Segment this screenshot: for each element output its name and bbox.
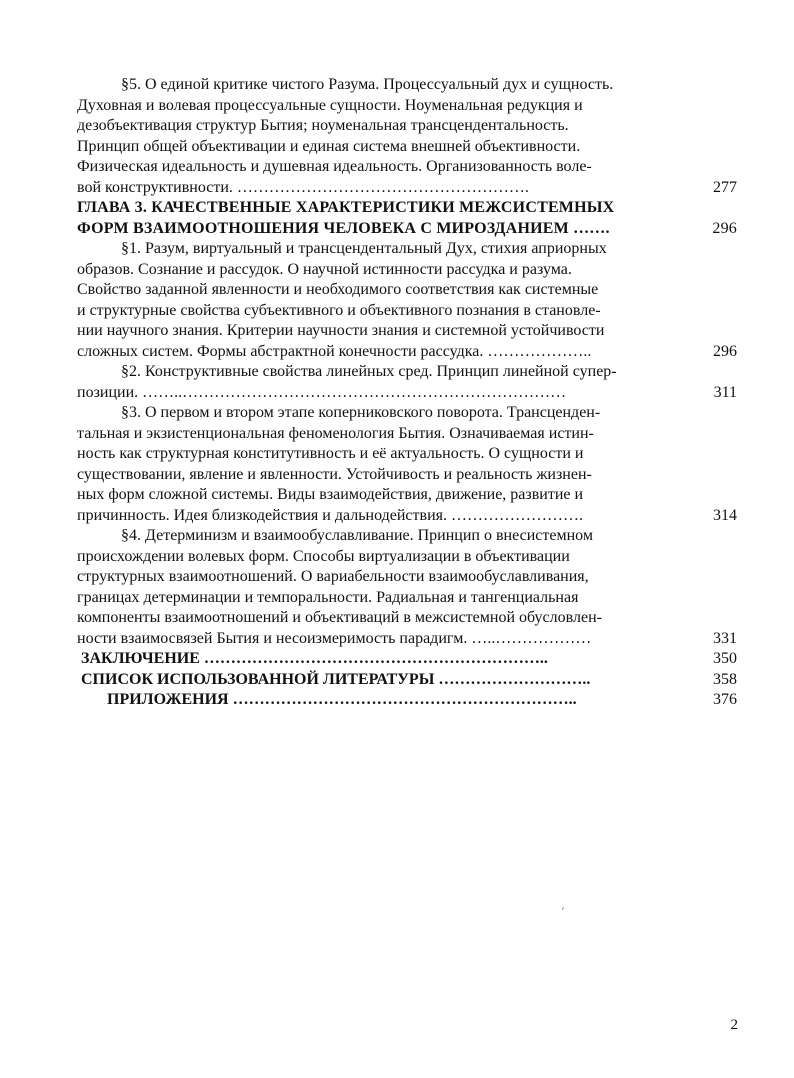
toc-line: [77, 547, 737, 568]
toc-line: [77, 321, 737, 342]
chapter-title: ФОРМ ВЗАИМООТНОШЕНИЯ ЧЕЛОВЕКА С МИРОЗДАНИЕМ …….: [77, 219, 610, 237]
page-number: 2: [730, 1017, 738, 1033]
toc-text: позиции. ……..………………………………………………………………: [77, 383, 567, 401]
toc-line: [77, 465, 737, 486]
toc-line: [77, 444, 737, 465]
table-of-contents: [77, 75, 737, 711]
toc-text: образов. Сознание и рассудок. О научной истинности рассудка и разума.: [77, 260, 572, 278]
toc-entry-section3[interactable]: [77, 506, 737, 527]
toc-line: [77, 96, 737, 117]
toc-line: [77, 260, 737, 281]
toc-text: §4. Детерминизм и взаимообуславливание. Принцип о внесистемном: [121, 527, 593, 544]
toc-text: сложных систем. Формы абстрактной конечности рассудка. ………………..: [77, 342, 592, 360]
toc-text: Свойство заданной явленности и необходимого соответствия как системные: [77, 281, 599, 298]
toc-text: §1. Разум, виртуальный и трансцендентальный Дух, стихия априорных: [121, 240, 607, 257]
toc-line: [77, 75, 737, 96]
toc-line: [77, 403, 737, 424]
chapter-title: ГЛАВА 3. КАЧЕСТВЕННЫЕ ХАРАКТЕРИСТИКИ МЕЖСИСТЕМНЫХ: [77, 199, 615, 216]
page-reference: 314: [713, 506, 737, 524]
toc-line: [77, 526, 737, 547]
page-reference: 296: [713, 342, 737, 360]
toc-line: [77, 424, 737, 445]
page-reference: 331: [713, 629, 737, 647]
toc-entry-section4[interactable]: [77, 629, 737, 650]
toc-text: и структурные свойства субъективного и объективного познания в становле-: [77, 301, 601, 319]
toc-text: компоненты взаимоотношений и объективаций в межсистемной обусловлен-: [77, 609, 602, 626]
toc-entry-appendices[interactable]: [77, 690, 737, 711]
toc-entry-conclusion[interactable]: [77, 649, 737, 670]
toc-line: [77, 157, 737, 178]
toc-text: ПРИЛОЖЕНИЯ ………………………………………………………..: [107, 691, 577, 708]
toc-text: структурных взаимоотношений. О вариабельности взаимообуславливания,: [77, 568, 589, 585]
toc-text: нии научного знания. Критерии научности знания и системной устойчивости: [77, 322, 605, 339]
toc-text: Принцип общей объективации и единая система внешней объективности.: [77, 137, 581, 155]
toc-line: [77, 608, 737, 629]
toc-text: ность как структурная конститутивность и её актуальность. О сущности и: [77, 445, 584, 462]
toc-text: §5. О единой критике чистого Разума. Процессуальный дух и сущность.: [121, 76, 614, 93]
chapter-heading: [77, 198, 737, 219]
toc-line: [77, 280, 737, 301]
toc-text: границах детерминации и темпоральности. Радиальная и тангенциальная: [77, 588, 579, 606]
toc-line: [77, 485, 737, 506]
toc-line: [77, 116, 737, 137]
page-reference: 311: [713, 383, 737, 401]
toc-text: СПИСОК ИСПОЛЬЗОВАННОЙ ЛИТЕРАТУРЫ ………………………..: [81, 670, 591, 688]
toc-text: тальная и экзистенциональная феноменология Бытия. Означиваемая истин-: [77, 424, 594, 442]
stray-mark: ˊ: [560, 905, 570, 919]
page-reference: 296: [712, 219, 737, 237]
toc-line: [77, 239, 737, 260]
toc-line: [77, 588, 737, 609]
toc-entry-bibliography[interactable]: [77, 670, 737, 691]
toc-text: вой конструктивности. ……………………………………………….: [77, 178, 529, 196]
page-reference: 350: [713, 650, 737, 667]
toc-entry-section2[interactable]: [77, 383, 737, 404]
toc-text: существовании, явление и явленности. Устойчивость и реальность жизнен-: [77, 465, 592, 483]
toc-text: ности взаимосвязей Бытия и несоизмеримость парадигм. …..………………: [77, 629, 592, 647]
toc-text: происхождении волевых форм. Способы виртуализации в объективации: [77, 547, 570, 565]
page-reference: 277: [713, 178, 737, 196]
toc-entry-section5[interactable]: [77, 178, 737, 199]
toc-line: [77, 137, 737, 158]
toc-entry-section1[interactable]: [77, 342, 737, 363]
toc-text: Физическая идеальность и душевная идеальность. Организованность воле-: [77, 158, 592, 175]
toc-text: §2. Конструктивные свойства линейных сред. Принцип линейной супер-: [121, 363, 617, 380]
toc-line: [77, 301, 737, 322]
page-reference: 376: [713, 691, 737, 708]
toc-text: ЗАКЛЮЧЕНИЕ ………………………………………………………..: [81, 650, 548, 667]
toc-text: §3. О первом и втором этапе коперниковского поворота. Трансценден-: [121, 404, 601, 421]
toc-entry-chapter3[interactable]: [77, 219, 737, 240]
toc-text: Духовная и волевая процессуальные сущности. Ноуменальная редукция и: [77, 96, 583, 114]
toc-text: причинность. Идея близкодействия и дальнодействия. …………………….: [77, 506, 583, 524]
toc-text: ных форм сложной системы. Виды взаимодействия, движение, развитие и: [77, 486, 584, 503]
toc-text: дезобъективация структур Бытия; ноуменальная трансцендентальность.: [77, 117, 569, 134]
toc-line: [77, 567, 737, 588]
toc-line: [77, 362, 737, 383]
page-reference: 358: [713, 670, 737, 688]
